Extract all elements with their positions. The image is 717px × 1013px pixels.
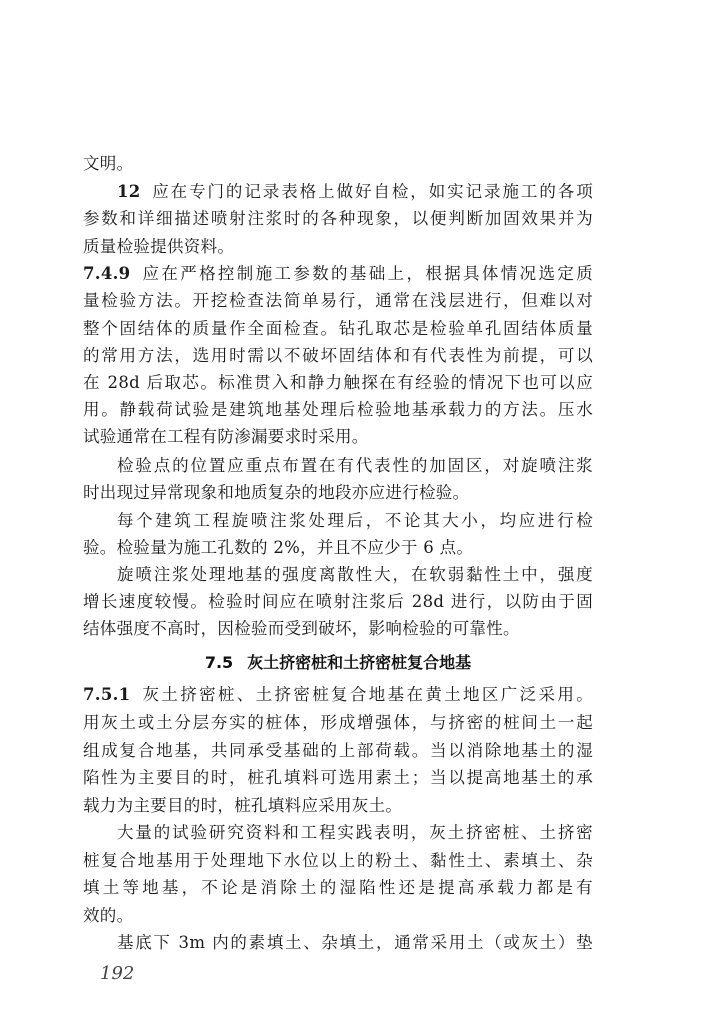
text-line: 的常用方法，选用时需以不破坏固结体和有代表性为前提，可以	[83, 346, 593, 365]
section-number: 7.5	[204, 653, 234, 672]
text-line: 用灰土或土分层夯实的桩体，形成增强体，与挤密的桩间土一起	[83, 713, 593, 732]
text-line: 检验点的位置应重点布置在有代表性的加固区，对旋喷注浆	[117, 456, 593, 475]
text-line: 效的。	[83, 906, 134, 925]
text-line: 12 应在专门的记录表格上做好自检，如实记录施工的各项	[117, 182, 593, 201]
text-line: 试验通常在工程有防渗漏要求时采用。	[83, 427, 369, 446]
text-line: 在 28d 后取芯。标准贯入和静力触探在有经验的情况下也可以应	[83, 373, 593, 392]
section-title: 灰土挤密桩和土挤密桩复合地基	[247, 653, 472, 672]
text-line: 7.4.9 应在严格控制施工参数的基础上，根据具体情况选定质	[83, 264, 593, 283]
text-line: 整个固结体的质量作全面检查。钻孔取芯是检验单孔固结体质量	[83, 319, 593, 338]
page-number: 192	[100, 963, 135, 984]
text-line: 参数和详细描述喷射注浆时的各种现象，以便判断加固效果并为	[83, 209, 593, 228]
section-heading	[83, 651, 593, 675]
text-line: 填土等地基，不论是消除土的湿陷性还是提高承载力都是有	[83, 878, 593, 897]
text-line: 基底下 3m 内的素填土、杂填土，通常采用土（或灰土）垫	[117, 933, 593, 952]
text-line: 文明。	[83, 154, 134, 173]
text-line: 结体强度不高时，因检验而受到破坏，影响检验的可靠性。	[83, 619, 520, 638]
text-line: 量检验方法。开挖检查法简单易行，通常在浅层进行，但难以对	[83, 291, 593, 310]
text-line: 载力为主要目的时，桩孔填料应采用灰土。	[83, 796, 403, 815]
text-line: 用。静载荷试验是建筑地基处理后检验地基承载力的方法。压水	[83, 400, 593, 419]
text-line: 增长速度较慢。检验时间应在喷射注浆后 28d 进行，以防由于固	[83, 592, 593, 611]
text-line: 7.5.1 灰土挤密桩、土挤密桩复合地基在黄土地区广泛采用。	[83, 685, 593, 704]
clause-number: 7.5.1	[83, 685, 131, 704]
text-line: 桩复合地基用于处理地下水位以上的粉土、黏性土、素填土、杂	[83, 851, 593, 870]
text-line: 陷性为主要目的时，桩孔填料可选用素土；当以提高地基土的承	[83, 768, 593, 787]
text-line: 旋喷注浆处理地基的强度离散性大，在软弱黏性土中，强度	[117, 565, 593, 584]
clause-number: 12	[117, 182, 141, 201]
text-line: 每个建筑工程旋喷注浆处理后，不论其大小，均应进行检	[117, 511, 593, 530]
text-line: 质量检验提供资料。	[83, 237, 235, 256]
text-line: 时出现过异常现象和地质复杂的地段亦应进行检验。	[83, 483, 470, 502]
clause-number: 7.4.9	[83, 264, 131, 283]
text-line: 大量的试验研究资料和工程实践表明，灰土挤密桩、土挤密	[117, 823, 593, 842]
text-line: 验。检验量为施工孔数的 2%，并且不应少于 6 点。	[83, 538, 474, 557]
text-line: 组成复合地基，共同承受基础的上部荷载。当以消除地基土的湿	[83, 741, 593, 760]
